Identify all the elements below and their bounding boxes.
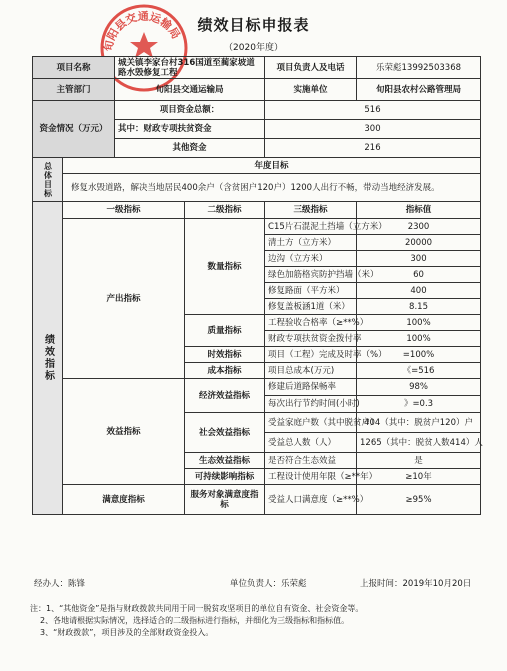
l1-satisfaction: 满意度指标 [63,485,185,515]
value-row-16: ≥95% [357,485,481,515]
value-row-9: 《=516 [357,363,481,379]
l3-row-6: 工程验收合格率（≥**%） [265,315,357,331]
l3-row-9: 项目总成本(万元) [265,363,357,379]
value-row-6: 100% [357,315,481,331]
l3-row-4: 修复路面（平方米） [265,283,357,299]
l2-quality: 质量指标 [185,315,265,347]
impl-label: 实施单位 [265,79,357,101]
contact-label: 项目负责人及电话 [265,57,357,79]
l3-row-1: 清土方（立方米） [265,235,357,251]
note-1: 注：1、“其他资金”是指与财政拨款共同用于同一脱贫攻坚项目的单位自有资金、社会资金等。 [30,604,364,613]
col-header-l1: 一级指标 [63,202,185,219]
value-row-2: 300 [357,251,481,267]
l1-effect: 效益指标 [63,379,185,485]
value-row-15: ≥10年 [357,469,481,485]
contact-value: 乐荣彪13992503368 [357,57,481,79]
dept-label: 主管部门 [33,79,115,101]
l3-row-13: 受益总人数（人） [265,433,357,453]
l3-row-14: 是否符合生态效益 [265,453,357,469]
form-title: 绩效目标申报表 [197,16,310,34]
notes [30,603,363,639]
l3-row-11: 每次出行节约时间(小时) [265,396,357,413]
dept-value: 旬阳县交通运输局 [115,79,265,101]
overall-text: 修复水毁道路，解决当地居民400余户（含贫困户120户）1200人出行不畅，带动当地经济发展。 [63,174,481,202]
l2-sustain: 可持续影响指标 [185,469,265,485]
funds-fiscal-label: 其中：财政专项扶贫资金 [115,120,265,139]
l3-row-8: 项目（工程）完成及时率（%） [265,347,357,363]
overall-label: 总体目标 [33,158,63,202]
impl-value: 旬阳县农村公路管理局 [357,79,481,101]
value-row-1: 20000 [357,235,481,251]
l3-row-15: 工程设计使用年限（≥**年） [265,469,357,485]
performance-table [32,56,481,515]
value-row-14: 是 [357,453,481,469]
project-name-value: 城关镇李家台村316国道至蔺家坡道路水毁修复工程 [115,57,265,79]
form-year: （2020年度） [224,43,283,53]
indicators-side-label: 绩效指标 [33,202,63,515]
note-2: 2、各地请根据实际情况，选择适合的二级指标进行指标，并细化为三级指标和指标值。 [40,616,350,625]
l2-service: 服务对象满意度指标 [185,485,265,515]
value-row-12: 404（其中：脱贫户120）户 [357,413,481,433]
funds-label: 资金情况（万元） [33,101,115,158]
col-header-l3: 三级指标 [265,202,357,219]
svg-text:旬阳县交通运输局: 旬阳县交通运输局 [101,9,183,53]
value-row-8: =100% [357,347,481,363]
funds-other-label: 其他资金 [115,139,265,158]
l3-row-0: C15片石混泥土挡墙（立方米） [265,219,357,235]
value-row-5: 8.15 [357,299,481,315]
project-name-label: 项目名称 [33,57,115,79]
l2-quantity: 数量指标 [185,219,265,315]
funds-total-value: 516 [265,101,481,120]
funds-other-value: 216 [265,139,481,158]
value-row-3: 60 [357,267,481,283]
l2-cost: 成本指标 [185,363,265,379]
l2-econ: 经济效益指标 [185,379,265,413]
value-row-13: 1265（其中：脱贫人数414）人 [357,433,481,453]
funds-total-label: 项目资金总额： [115,101,265,120]
value-row-10: 98% [357,379,481,396]
value-row-4: 400 [357,283,481,299]
l3-row-3: 绿色加筋格宾防护挡墙（米） [265,267,357,283]
value-row-11: 》=0.3 [357,396,481,413]
l3-row-7: 财政专项扶贫资金拨付率 [265,331,357,347]
footer-handler: 经办人：陈锋 [34,579,86,589]
footer-leader: 单位负责人：乐荣彪 [230,579,307,589]
col-header-value: 指标值 [357,202,481,219]
l3-row-5: 修复盖板涵1道（米） [265,299,357,315]
note-3: 3、“财政拨款”，项目涉及的全部财政资金投入。 [40,628,214,637]
funds-fiscal-value: 300 [265,120,481,139]
l3-row-10: 修建后道路保畅率 [265,379,357,396]
overall-year-label: 年度目标 [63,158,481,174]
l2-time: 时效指标 [185,347,265,363]
value-row-0: 2300 [357,219,481,235]
l2-social: 社会效益指标 [185,413,265,453]
l3-row-16: 受益人口满意度（≥**%） [265,485,357,515]
l3-row-2: 边沟（立方米） [265,251,357,267]
value-row-7: 100% [357,331,481,347]
col-header-l2: 二级指标 [185,202,265,219]
footer-date: 上报时间：2019年10月20日 [360,579,472,589]
l1-output: 产出指标 [63,219,185,379]
l2-eco: 生态效益指标 [185,453,265,469]
l3-row-12: 受益家庭户数（其中脱贫户） [265,413,357,433]
